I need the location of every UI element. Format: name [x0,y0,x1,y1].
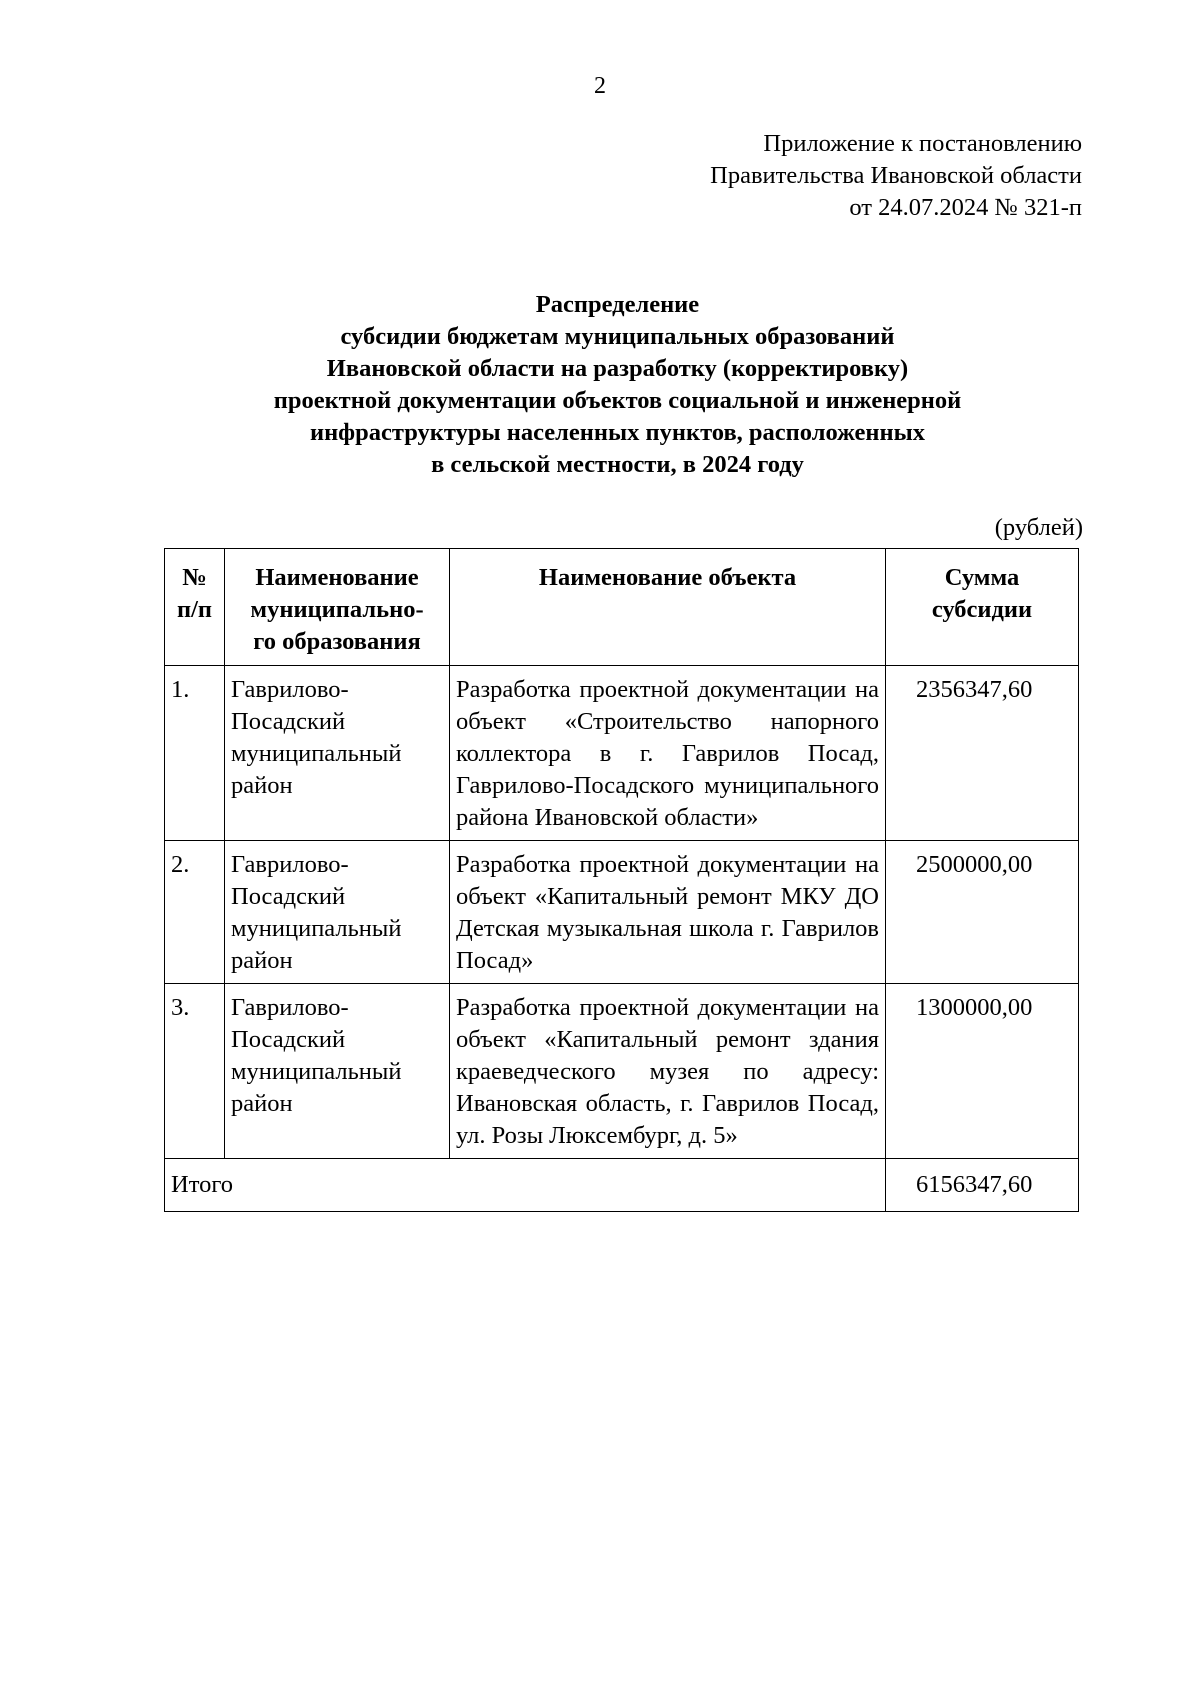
header-text: Сумма [944,564,1020,591]
page-number: 2 [594,73,606,99]
row-municipality [225,984,450,1159]
row-municipality [225,666,450,841]
row-number: 2. [165,841,225,984]
table-header-row [165,549,1079,666]
header-sum [886,549,1079,666]
municipality-text: муниципальный [231,1058,402,1085]
header-text: субсидии [931,596,1033,623]
allocation-table [164,548,1079,1212]
row-sum: 1300000,00 [886,984,1079,1159]
header-text: муниципально- [250,596,424,623]
total-label: Итого [165,1159,886,1212]
title-line: Распределение [535,291,700,318]
table-total-row [165,1159,1079,1212]
total-sum: 6156347,60 [886,1159,1079,1212]
table-row [165,984,1079,1159]
title-line: инфраструктуры населенных пунктов, расположенных [309,419,926,446]
row-sum: 2500000,00 [886,841,1079,984]
appendix-line: Приложение к постановлению [763,130,1082,157]
appendix-line: от 24.07.2024 № 321-п [849,194,1082,221]
row-object: Разработка проектной документации на объект «Строительство напорного коллектора в г. Гаврилов Посад, Гаврилово-Посадского муниципального района Ивановской области» [450,666,886,841]
row-number: 3. [165,984,225,1159]
header-text: п/п [176,596,213,623]
header-text: го образования [253,628,421,655]
title-line: Ивановской области на разработку (корректировку) [326,355,909,382]
municipality-text: Гаврилово- [231,676,349,703]
appendix-line: Правительства Ивановской области [710,162,1082,189]
header-text: № [182,564,207,591]
municipality-text: Посадский [231,883,346,910]
table-row [165,666,1079,841]
appendix-reference [710,128,1082,224]
municipality-text: Гаврилово- [231,851,349,878]
header-object [450,549,886,666]
row-object: Разработка проектной документации на объект «Капитальный ремонт МКУ ДО Детская музыкальная школа г. Гаврилов Посад» [450,841,886,984]
municipality-text: район [231,947,293,974]
title-line: субсидии бюджетам муниципальных образований [340,323,895,350]
municipality-text: Посадский [231,708,346,735]
header-text: Наименование объекта [538,564,797,591]
row-sum: 2356347,60 [886,666,1079,841]
header-municipality [225,549,450,666]
header-text: Наименование [255,564,419,591]
municipality-text: район [231,772,293,799]
municipality-text: муниципальный [231,740,402,767]
units-label: (рублей) [994,514,1083,541]
municipality-text: Гаврилово- [231,994,349,1021]
title-line: проектной документации объектов социальной и инженерной [273,387,962,414]
row-number: 1. [165,666,225,841]
header-number [165,549,225,666]
row-object: Разработка проектной документации на объект «Капитальный ремонт здания краеведческого музея по адресу: Ивановская область, г. Гаврилов Посад, ул. Розы Люксембург, д. 5» [450,984,886,1159]
row-municipality [225,841,450,984]
municipality-text: район [231,1090,293,1117]
municipality-text: Посадский [231,1026,346,1053]
municipality-text: муниципальный [231,915,402,942]
document-title [150,289,1085,481]
table-row [165,841,1079,984]
title-line: в сельской местности, в 2024 году [431,451,804,478]
